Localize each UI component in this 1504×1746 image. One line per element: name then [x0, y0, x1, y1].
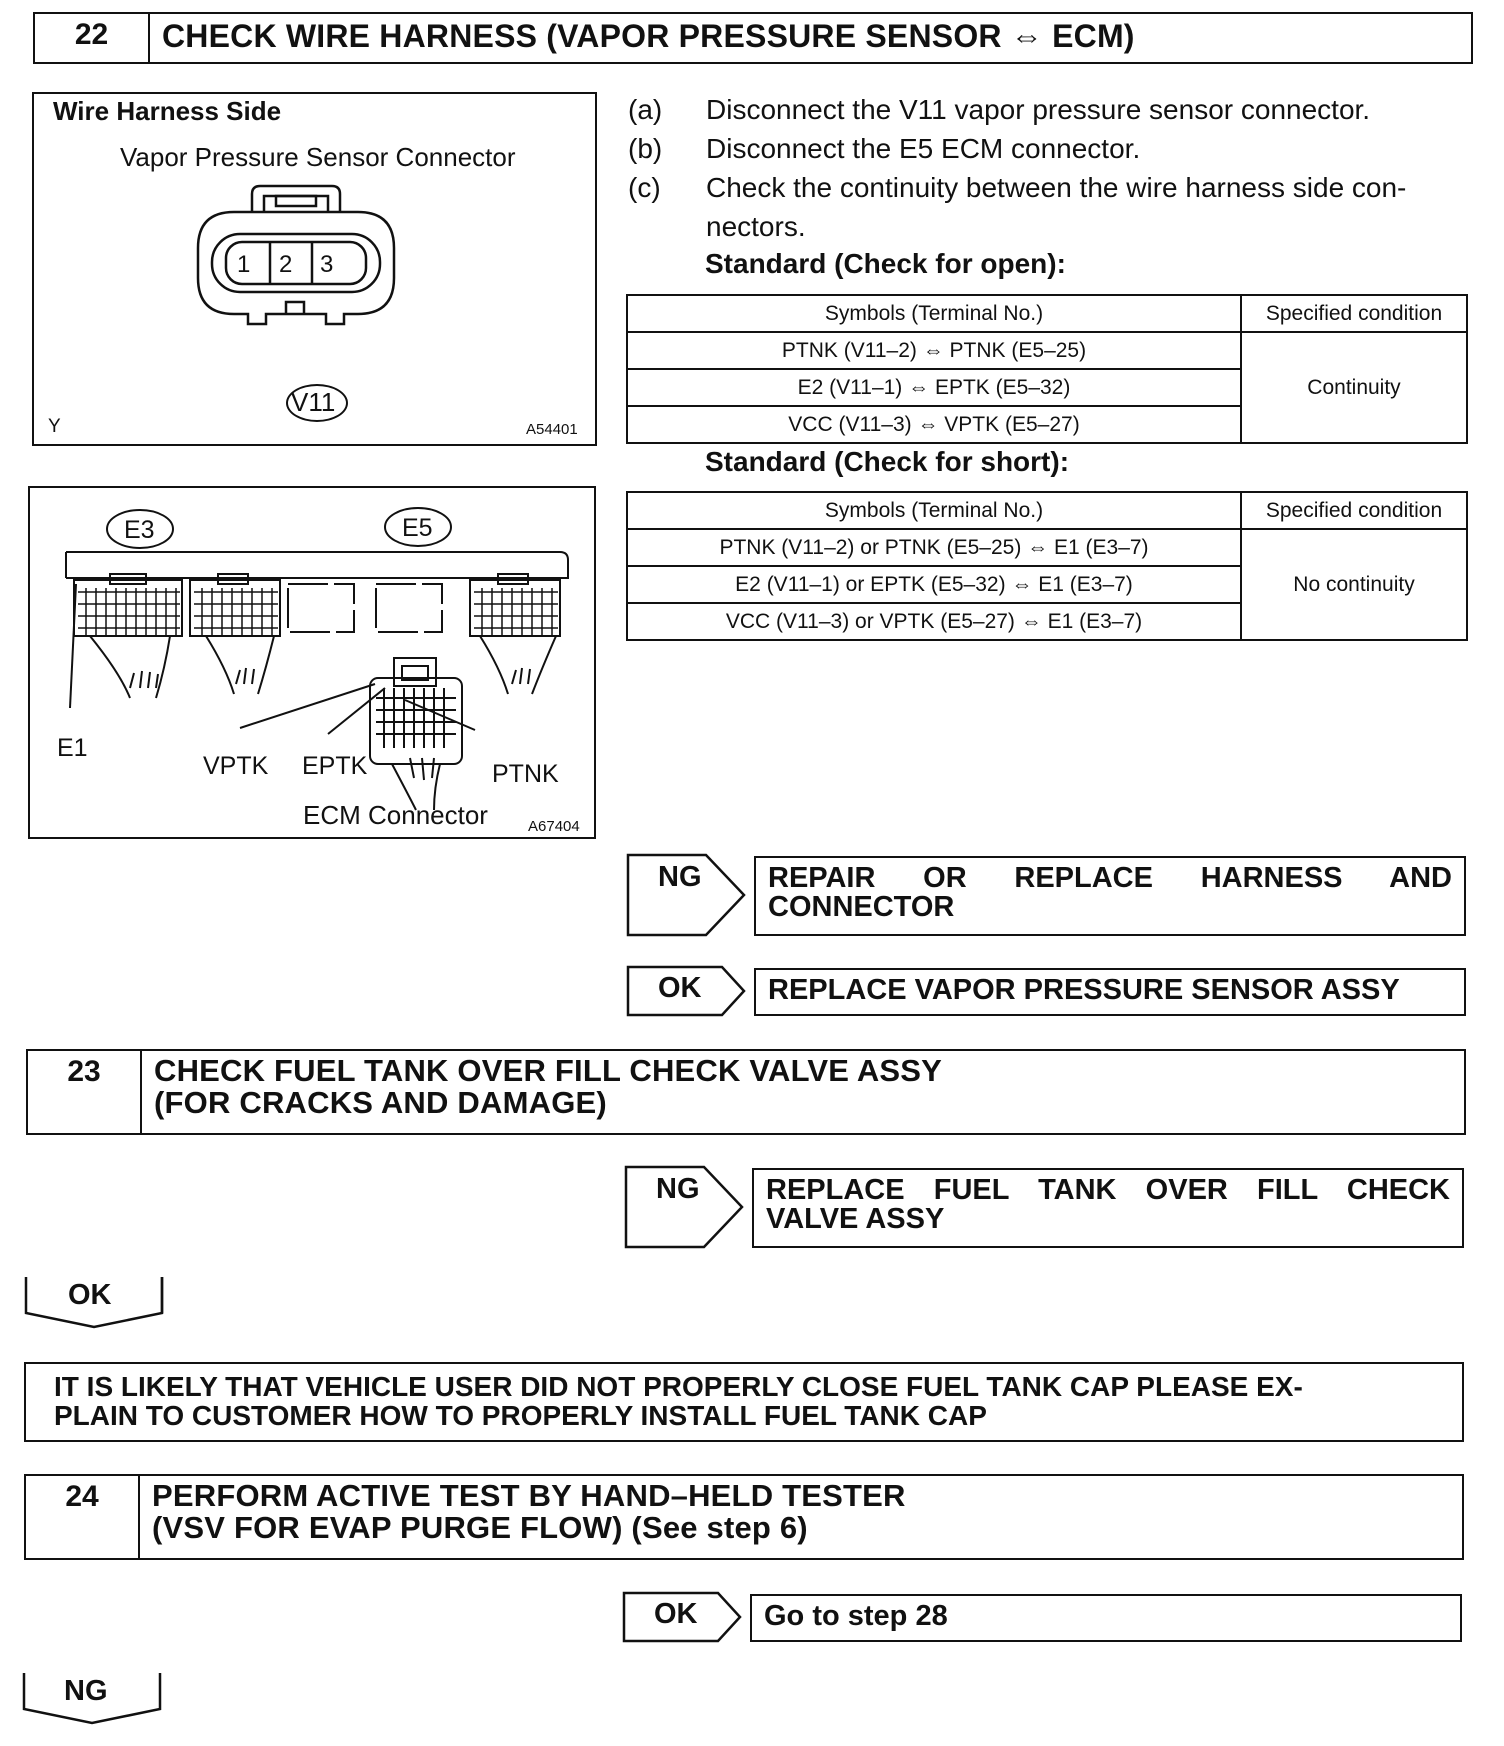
column-header: Symbols (Terminal No.)	[627, 492, 1241, 529]
action-line-1: REPLACE FUEL TANK OVER FILL CHECK	[766, 1174, 1450, 1206]
figure-header: Wire Harness Side	[53, 96, 282, 126]
ng-label: NG	[658, 861, 702, 893]
table-cell: VCC (V11–3) or VPTK (E5–27) ⇔ E1 (E3–7)	[627, 603, 1241, 640]
instruction-text: Disconnect the V11 vapor pressure sensor connector.	[706, 94, 1371, 125]
short-check-heading: Standard (Check for short):	[705, 446, 1070, 477]
ng-result-action	[754, 856, 1466, 936]
table-cell: E2 (V11–1) ⇔ EPTK (E5–32)	[627, 369, 1241, 406]
action-line-2: CONNECTOR	[768, 891, 955, 923]
e1-label: E1	[57, 734, 88, 762]
ok-result-action: Go to step 28	[750, 1594, 1462, 1642]
e3-label: E3	[124, 516, 155, 544]
figure-code: A67404	[528, 818, 580, 835]
pin-3-label: 3	[320, 251, 334, 278]
title-line-2: (FOR CRACKS AND DAMAGE)	[154, 1085, 607, 1120]
corner-letter: Y	[48, 416, 61, 437]
step-22-header	[33, 12, 1473, 64]
ng-label: NG	[656, 1173, 700, 1205]
table-cell: No continuity	[1241, 529, 1467, 640]
ecm-connector-figure	[28, 486, 596, 839]
ng-label: NG	[64, 1675, 108, 1707]
pin-2-label: 2	[279, 251, 293, 278]
step-title	[140, 1476, 1462, 1558]
ok-result-tag	[626, 965, 746, 1017]
table-cell: E2 (V11–1) or EPTK (E5–32) ⇔ E1 (E3–7)	[627, 566, 1241, 603]
step-title	[142, 1051, 1464, 1133]
ng-result-action	[752, 1168, 1464, 1248]
ok-label: OK	[658, 972, 702, 1004]
step-number: 23	[28, 1051, 142, 1133]
ptnk-label: PTNK	[492, 760, 559, 788]
instruction-a	[628, 90, 1478, 129]
three-pin-connector-drawing	[194, 182, 414, 362]
vapor-sensor-connector-figure	[32, 92, 597, 446]
column-header: Specified condition	[1241, 295, 1467, 332]
open-check-table	[626, 294, 1468, 444]
customer-notice	[24, 1362, 1464, 1442]
title-line-1: CHECK FUEL TANK OVER FILL CHECK VALVE ASSY	[154, 1053, 943, 1088]
eptk-label: EPTK	[302, 752, 368, 780]
ok-result-tag	[622, 1591, 742, 1643]
instruction-mark: (b)	[628, 133, 663, 164]
figure-code: A54401	[526, 421, 578, 438]
instruction-b	[628, 129, 1478, 168]
step-24-header	[24, 1474, 1464, 1560]
figure-caption: Vapor Pressure Sensor Connector	[120, 142, 516, 172]
open-check-heading: Standard (Check for open):	[705, 248, 1066, 279]
table-cell: VCC (V11–3) ⇔ VPTK (E5–27)	[627, 406, 1241, 443]
ng-result-tag	[624, 1165, 744, 1249]
vptk-label: VPTK	[203, 752, 269, 780]
e5-label: E5	[402, 514, 433, 542]
ok-result-action: REPLACE VAPOR PRESSURE SENSOR ASSY	[754, 968, 1466, 1016]
instruction-c-continued: nectors.	[706, 211, 806, 242]
action-line-1: REPAIR OR REPLACE HARNESS AND	[768, 862, 1452, 894]
instructions	[628, 90, 1478, 246]
ok-label: OK	[68, 1279, 112, 1311]
instruction-text: Check the continuity between the wire harness side con-	[706, 172, 1407, 203]
figure-caption: ECM Connector	[303, 800, 488, 830]
title-line-2: (VSV FOR EVAP PURGE FLOW) (See step 6)	[152, 1510, 808, 1545]
ok-down-tag	[24, 1275, 164, 1331]
instruction-mark: (c)	[628, 172, 661, 203]
column-header: Symbols (Terminal No.)	[627, 295, 1241, 332]
table-cell: PTNK (V11–2) ⇔ PTNK (E5–25)	[627, 332, 1241, 369]
column-header: Specified condition	[1241, 492, 1467, 529]
connector-id-label: V11	[291, 387, 336, 417]
table-cell: Continuity	[1241, 332, 1467, 443]
ok-label: OK	[654, 1598, 698, 1630]
notice-line-1: IT IS LIKELY THAT VEHICLE USER DID NOT PROPERLY CLOSE FUEL TANK CAP PLEASE EX-	[54, 1371, 1303, 1402]
instruction-text: Disconnect the E5 ECM connector.	[706, 133, 1141, 164]
instruction-mark: (a)	[628, 94, 663, 125]
step-title: CHECK WIRE HARNESS (VAPOR PRESSURE SENSOR ⇔ ECM)	[162, 18, 1135, 54]
step-number: 24	[26, 1476, 140, 1558]
notice-line-2: PLAIN TO CUSTOMER HOW TO PROPERLY INSTALL FUEL TANK CAP	[54, 1400, 987, 1431]
ng-result-tag	[626, 853, 746, 937]
table-cell: PTNK (V11–2) or PTNK (E5–25) ⇔ E1 (E3–7)	[627, 529, 1241, 566]
action-line-2: VALVE ASSY	[766, 1203, 945, 1235]
instruction-c	[628, 168, 1478, 207]
step-23-header	[26, 1049, 1466, 1135]
pin-1-label: 1	[237, 251, 251, 278]
ng-down-tag	[22, 1671, 162, 1727]
short-check-table	[626, 491, 1468, 641]
step-number: 22	[35, 14, 150, 62]
title-line-1: PERFORM ACTIVE TEST BY HAND–HELD TESTER	[152, 1478, 906, 1513]
